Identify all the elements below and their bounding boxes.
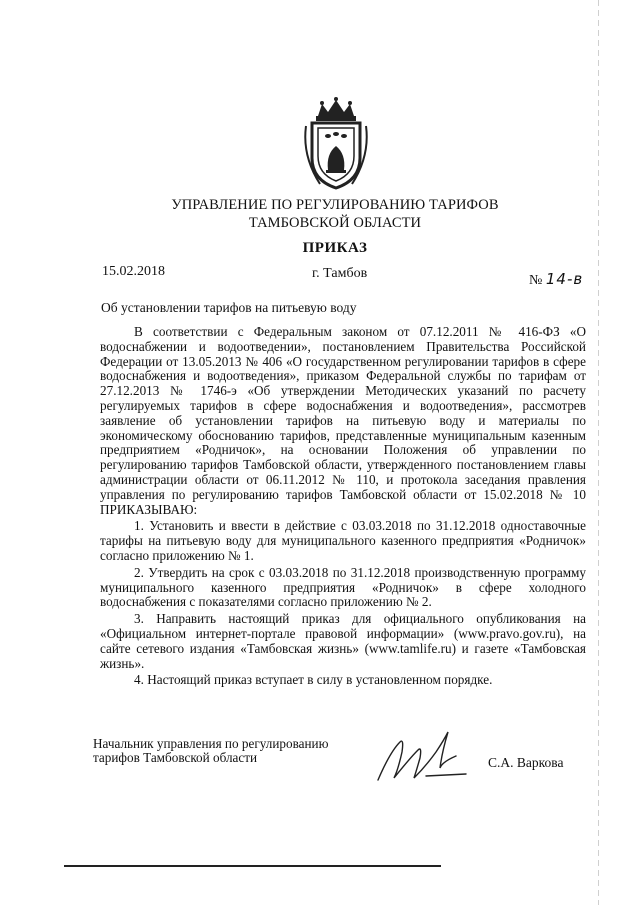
order-item-3: 3. Направить настоящий приказ для официального опубликования на «Официальном интернет-портале правовой информации» (www.pravo.gov.ru), на сайте сетевого издания «Тамбовская жизнь» (www.tamlife.ru) и газете «Тамбовская жизнь». [100,611,586,671]
signatory-position-line1: Начальник управления по регулированию [93,736,329,751]
bottom-divider [64,865,441,867]
document-body [100,325,586,688]
signatory-position [93,737,328,764]
scan-artifact-line [598,0,599,905]
document-number [529,270,583,289]
number-handwritten: 14-в [545,270,584,288]
order-item-4: 4. Настоящий приказ вступает в силу в установленном порядке. [134,672,493,688]
handwritten-signature [370,722,480,792]
document-date: 15.02.2018 [102,264,165,279]
document-subject: Об установлении тарифов на питьевую воду [101,300,357,315]
order-item-1: 1. Установить и ввести в действие с 03.03.2018 по 31.12.2018 одноставочные тарифы на питьевую воду для муниципального казенного предприятия «Родничок» согласно приложению № 1. [100,518,586,563]
order-item-2: 2. Утвердить на срок с 03.03.2018 по 31.12.2018 производственную программу муниципального казенного предприятия «Родничок» в сфере холодного водоснабжения с показателями согласно приложению № 2. [100,564,586,610]
number-prefix: № [529,273,543,288]
coat-of-arms-emblem [300,96,372,192]
signatory-name: С.А. Варкова [488,755,564,770]
org-name-line1: УПРАВЛЕНИЕ ПО РЕГУЛИРОВАНИЮ ТАРИФОВ [171,197,499,213]
preamble-paragraph: В соответствии с Федеральным законом от 07.12.2011 № 416-ФЗ «О водоснабжении и водоотведении», постановлением Правительства Российской Федерации от 13.05.2013 № 406 «О государственном регулировании тарифов в сфере водоснабжения и водоотведения», приказом Федеральной службы по тарифам от 27.12.2013 № 1746-э «Об утверждении Методических указаний по расчету регулируемых тарифов в сфере водоснабжения и водоотведения», рассмотрев заявление об установлении тарифов на питьевую воду и материалы по экономическому обоснованию тарифов, представленные муниципальным казенным предприятием «Родничок», на основании Положения об управлении по регулированию тарифов Тамбовской области, утвержденного постановлением главы администрации области от 06.11.2012 № 110, и протокола заседания правления управления по регулированию тарифов Тамбовской области от 15.02.2018 № 10 ПРИКАЗЫВАЮ: [100,324,586,517]
document-city: г. Тамбов [312,266,368,281]
signatory-position-line2: тарифов Тамбовской области [93,749,258,765]
document-title: ПРИКАЗ [302,240,368,256]
org-name-line2: ТАМБОВСКОЙ ОБЛАСТИ [248,215,422,231]
